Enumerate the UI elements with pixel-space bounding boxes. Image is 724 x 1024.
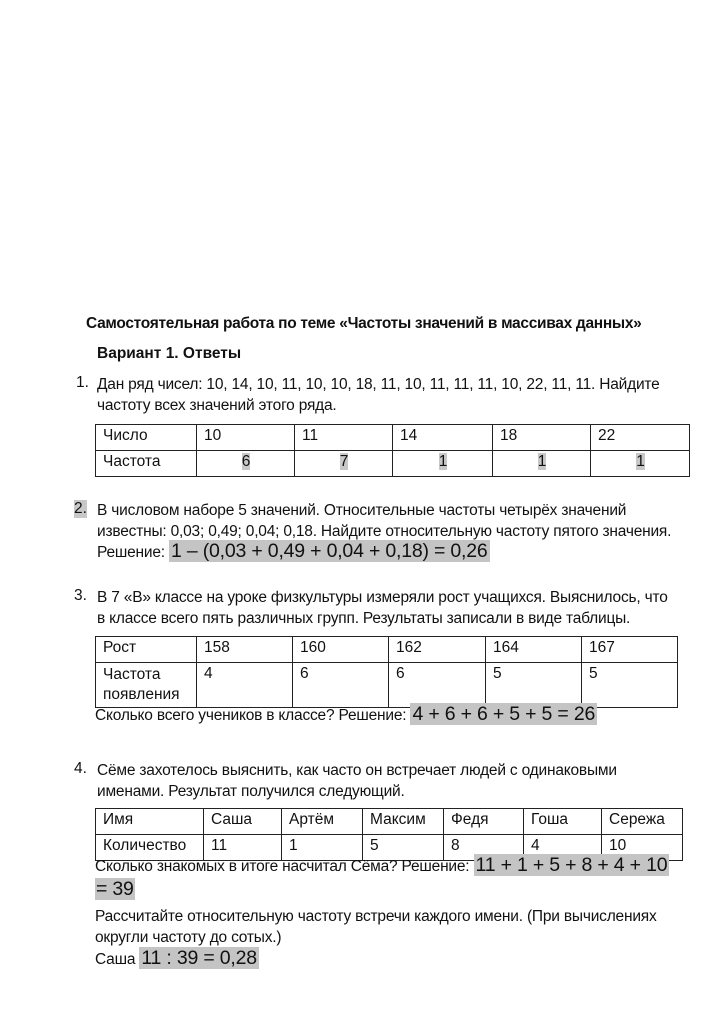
solution-highlight: = 39 [96, 878, 134, 900]
task-text-line: Сёме захотелось выяснить, как часто он встречает людей с одинаковыми [97, 762, 617, 779]
table-cell: 6 [389, 663, 486, 708]
table-cell: 18 [493, 425, 591, 451]
answer-highlight: 11 : 39 = 0,28 [141, 947, 257, 969]
table-cell: 14 [393, 425, 493, 451]
height-table [95, 636, 678, 708]
table-cell: 11 [204, 835, 282, 861]
table-cell: Частота [96, 451, 197, 477]
task-text-line: В числовом наборе 5 значений. Относительные частоты четырёх значений [97, 502, 627, 519]
table-cell: 10 [197, 425, 295, 451]
table-cell: 5 [486, 663, 582, 708]
table-row [96, 809, 683, 835]
table-cell: Федя [444, 809, 524, 835]
table-cell [591, 451, 690, 477]
table-cell: Артём [282, 809, 363, 835]
solution-highlight: 4 + 6 + 6 + 5 + 5 = 26 [412, 703, 596, 725]
answer-highlight: 6 [241, 453, 251, 470]
table-cell: Сережа [602, 809, 683, 835]
table-cell [493, 451, 591, 477]
table-cell [96, 663, 197, 708]
task-text-line: известны: 0,03; 0,49; 0,04; 0,18. Найдите относительную частоту пятого значения. [97, 523, 672, 540]
answer-highlight: 1 [438, 453, 448, 470]
table-cell: Имя [96, 809, 204, 835]
table-cell: 6 [293, 663, 389, 708]
table-row [96, 425, 690, 451]
task-number: 2. [74, 500, 87, 517]
row-label: Частота [103, 666, 161, 683]
answer-label: Саша [95, 951, 136, 968]
document-title: Самостоятельная работа по теме «Частоты значений в массивах данных» [86, 315, 642, 332]
table-row [96, 663, 678, 708]
table-cell: 162 [389, 637, 486, 663]
answer-highlight: 1 [537, 453, 547, 470]
solution-line [97, 541, 490, 563]
table-cell: 10 [602, 835, 683, 861]
table-cell: Количество [96, 835, 204, 861]
task-number: 1. [76, 374, 89, 391]
solution-highlight: 1 – (0,03 + 0,49 + 0,04 + 0,18) = 0,26 [171, 540, 488, 562]
table-cell: 11 [295, 425, 393, 451]
table-cell [197, 451, 295, 477]
table-cell: 164 [486, 637, 582, 663]
table-cell: Максим [363, 809, 444, 835]
table-cell: 8 [444, 835, 524, 861]
solution-line-continued [95, 879, 135, 901]
table-cell: 4 [197, 663, 293, 708]
answer-highlight: 7 [339, 453, 349, 470]
table-cell [393, 451, 493, 477]
task-text-line: Дан ряд чисел: 10, 14, 10, 11, 10, 10, 18, 11, 10, 11, 11, 11, 10, 22, 11, 11. Найдите [97, 376, 660, 393]
table-cell [295, 451, 393, 477]
table-cell: Рост [96, 637, 197, 663]
solution-highlight: 11 + 1 + 5 + 8 + 4 + 10 [475, 854, 668, 876]
solution-label: Решение: [97, 544, 165, 561]
task-text-line: округли частоту до сотых.) [95, 929, 282, 946]
answer-line [95, 948, 259, 970]
question-text: Сколько знакомых в итоге насчитал Сёма? Решение: [95, 858, 470, 875]
table-cell: 158 [197, 637, 293, 663]
variant-heading: Вариант 1. Ответы [97, 345, 242, 362]
table-cell: 1 [282, 835, 363, 861]
table-cell: 5 [582, 663, 678, 708]
task-text-line: частоту всех значений этого ряда. [97, 397, 337, 414]
table-row [96, 637, 678, 663]
solution-line [95, 704, 597, 726]
task-number: 4. [74, 760, 87, 777]
table-row [96, 451, 690, 477]
table-cell: Гоша [524, 809, 602, 835]
table-cell: 167 [582, 637, 678, 663]
task-text-line: Рассчитайте относительную частоту встречи каждого имени. (При вычислениях [95, 908, 657, 925]
table-cell: Саша [204, 809, 282, 835]
task-number: 3. [74, 587, 87, 604]
table-cell: 22 [591, 425, 690, 451]
solution-line [95, 855, 669, 877]
task-text-line: В 7 «В» классе на уроке физкультуры измеряли рост учащихся. Выяснилось, что [97, 589, 668, 606]
answer-highlight: 1 [636, 453, 645, 470]
table-cell: Число [96, 425, 197, 451]
row-label: появления [103, 686, 180, 703]
table-cell: 4 [524, 835, 602, 861]
task-text-line: именами. Результат получился следующий. [97, 783, 405, 800]
table-cell: 5 [363, 835, 444, 861]
task-text-line: в классе всего пять различных групп. Результаты записали в виде таблицы. [97, 610, 631, 627]
frequency-table [95, 424, 690, 477]
question-text: Сколько всего учеников в классе? Решение: [95, 707, 407, 724]
table-cell: 160 [293, 637, 389, 663]
